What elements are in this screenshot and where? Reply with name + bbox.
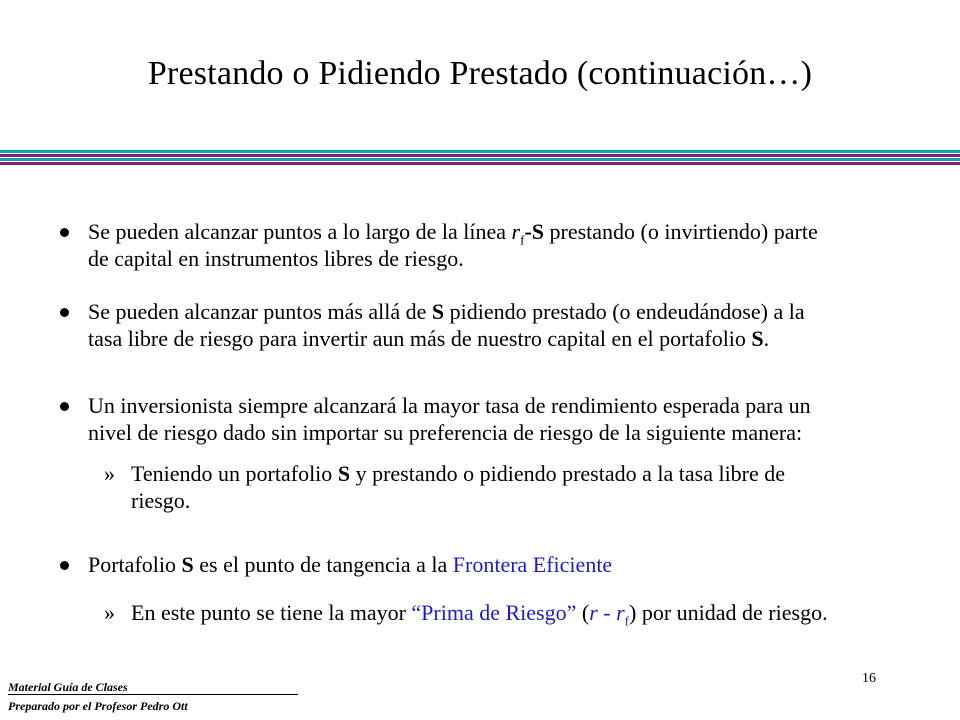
bullet-4 [60,551,612,578]
bullet-dot-icon [60,228,69,237]
page-number: 16 [862,671,876,686]
risk-premium-link[interactable]: “Prima de Riesgo” [411,600,577,625]
sub-bullet-marker-icon: » [104,461,115,486]
efficient-frontier-link[interactable]: Frontera Eficiente [452,552,613,577]
bullet-4-text: Portafolio S es el punto de tangencia a la Frontera Eficiente [88,552,613,577]
bullet-2 [60,298,805,352]
footer-course-label: Material Guía de Clases [8,680,128,694]
bullet-dot-icon [60,561,69,570]
sub-bullet-4-text: En este punto se tiene la mayor “Prima de Riesgo” $(r - r_f)$ por unidad de riesgo. [131,600,828,629]
slide-title: Prestando o Pidiendo Prestado (continuación…) [147,55,813,92]
sub-bullet-3-text: Teniendo un portafolio S y prestando o pidiendo prestado a la tasa libre de riesgo. [131,461,786,513]
bullet-dot-icon [60,308,69,317]
bullet-dot-icon [60,402,69,411]
bullet-3 [60,392,811,446]
sub-bullet-marker-icon: » [104,600,115,625]
sub-bullet-3 [104,460,785,514]
footer-divider [8,694,298,695]
title-divider [0,150,960,166]
bullet-1 [60,218,818,272]
bullet-2-text: Se pueden alcanzar puntos más allá de S pidiendo prestado (o endeudándose) a la tasa libre de riesgo para invertir aun más de nuestro capital en el portafolio S. [88,299,805,351]
footer-author: Preparado por el Profesor Pedro Ott [8,699,188,713]
bullet-3-text: Un inversionista siempre alcanzará la mayor tasa de rendimiento esperada para un nivel de riesgo dado sin importar su preferencia de riesgo de la siguiente manera: [88,393,811,445]
sub-bullet-4 [104,599,828,629]
bullet-1-text: Se pueden alcanzar puntos a lo largo de la línea $r_f-S$ prestando (o invirtiendo) parte de capital en instrumentos libres de riesgo. [88,219,818,271]
